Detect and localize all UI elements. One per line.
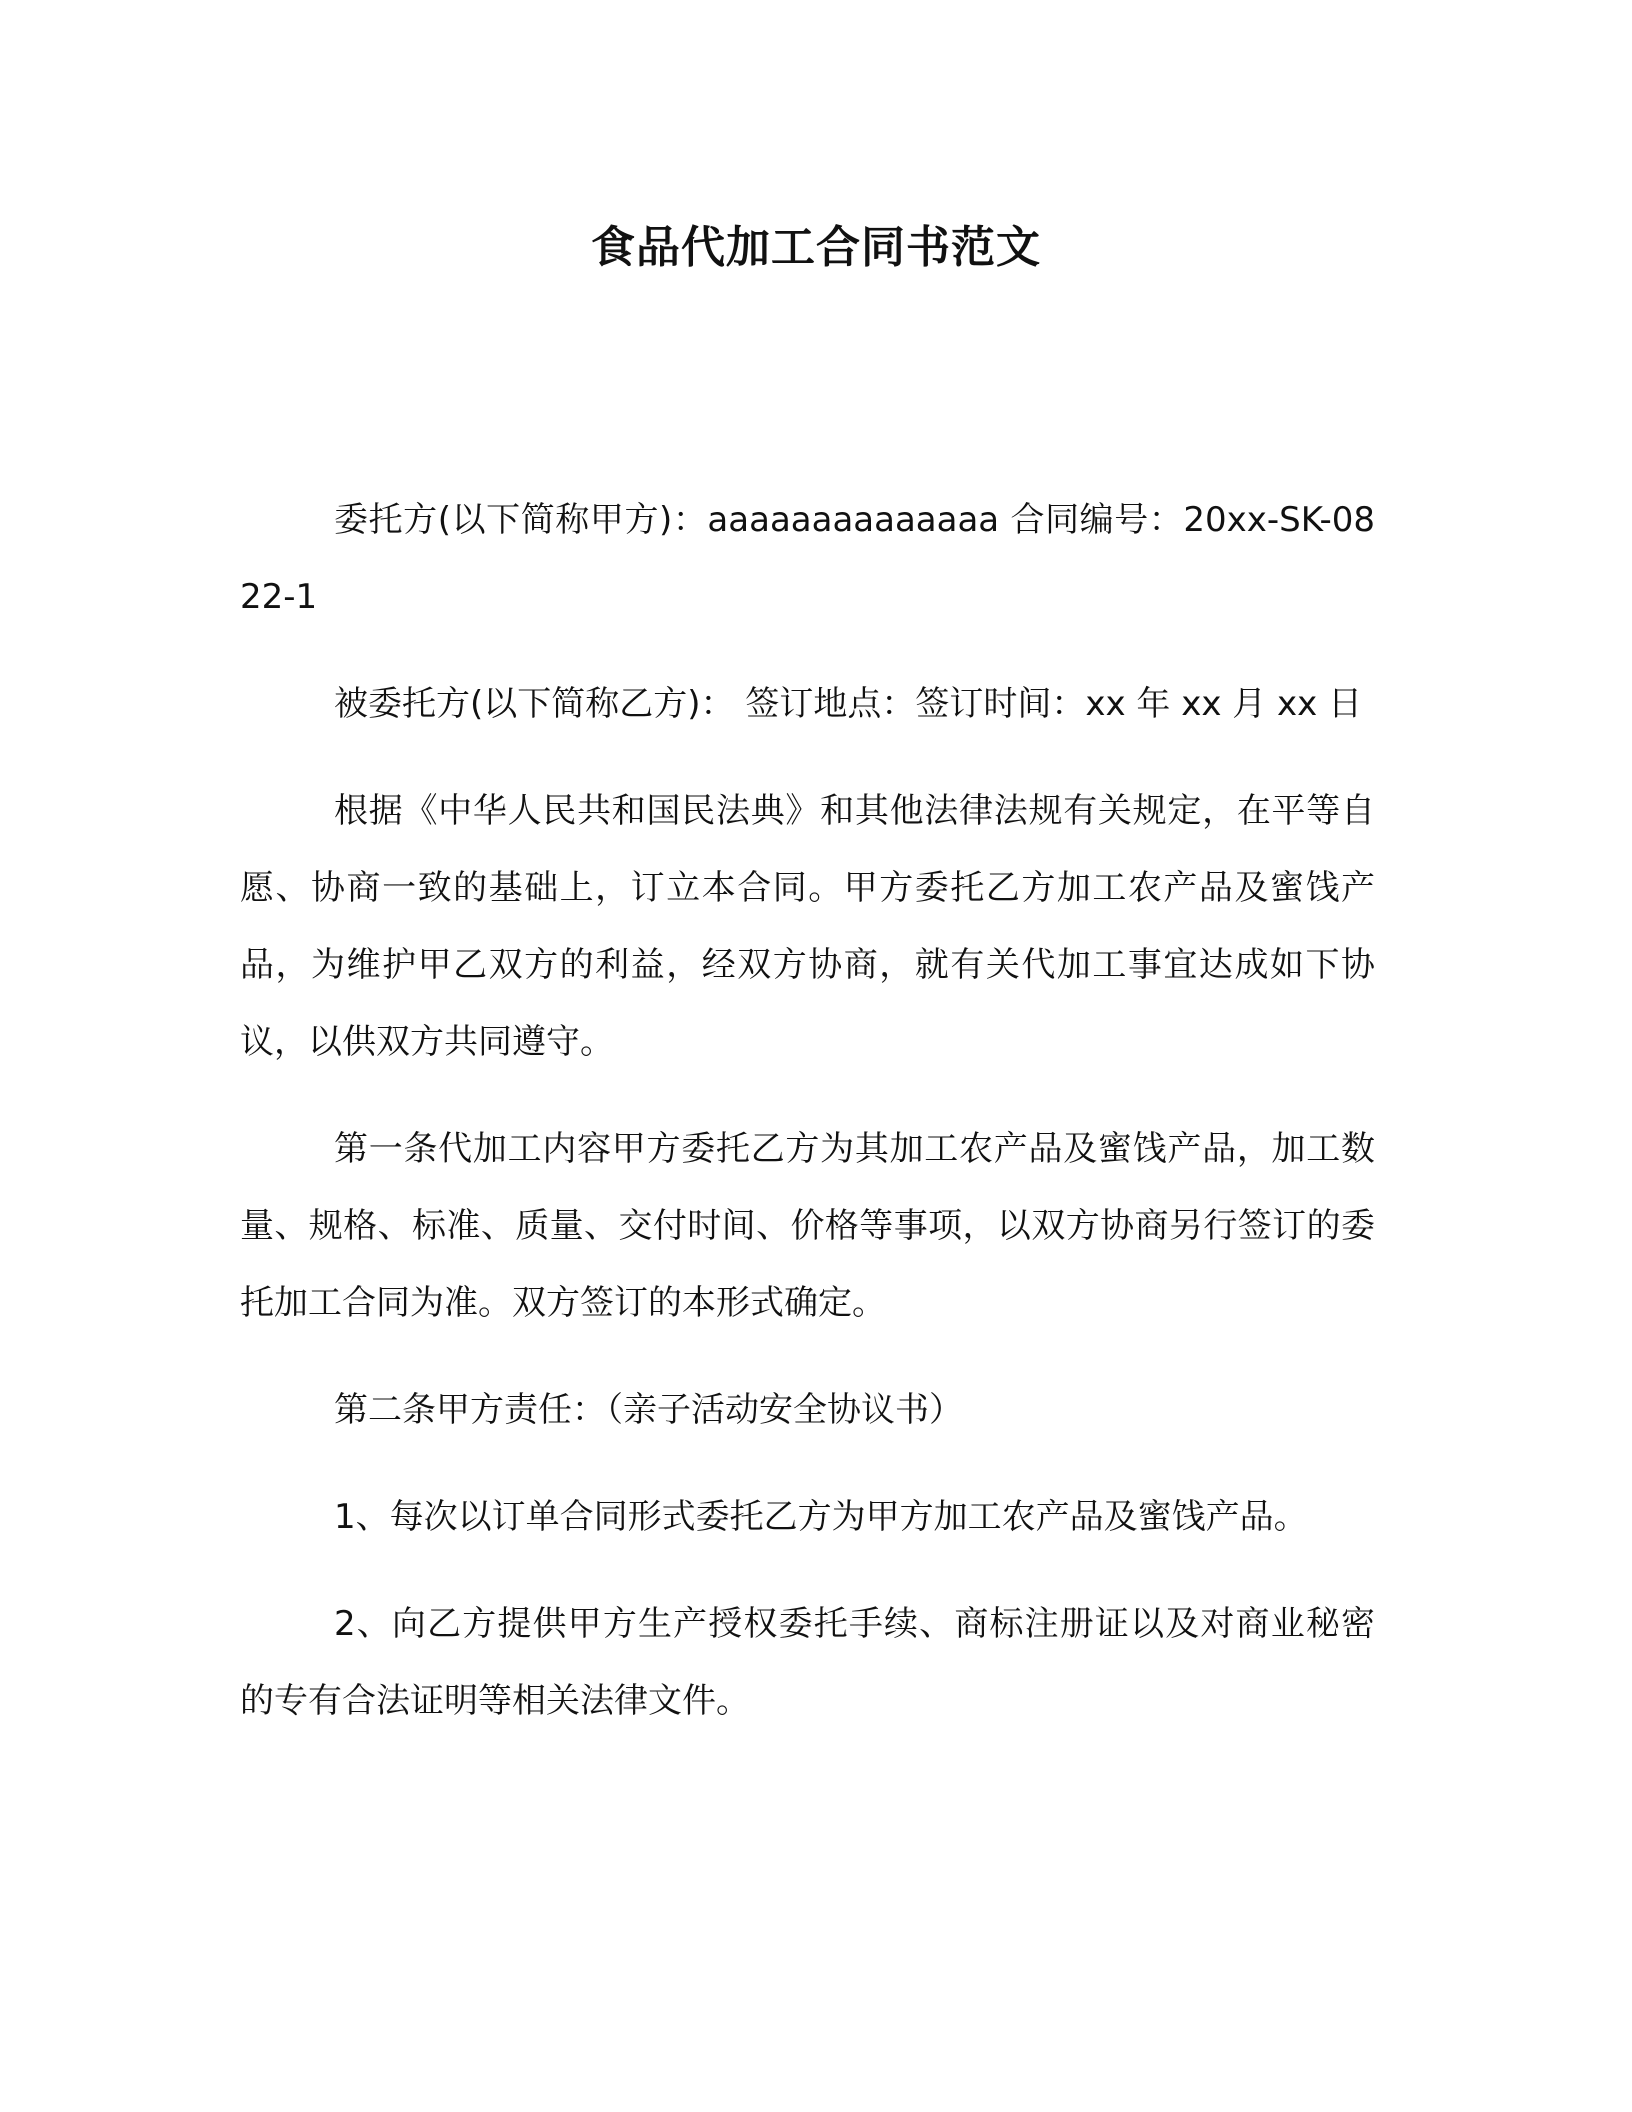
paragraph-article-2-item-2: 2、向乙方提供甲方生产授权委托手续、商标注册证以及对商业秘密的专有合法证明等相关法律文件。 xyxy=(240,1604,1375,1721)
paragraph-article-1: 第一条代加工内容甲方委托乙方为其加工农产品及蜜饯产品，加工数量、规格、标准、质量、交付时间、价格等事项，以双方协商另行签订的委托加工合同为准。双方签订的本形式确定。 xyxy=(240,1129,1375,1323)
document-body xyxy=(240,482,1375,1770)
paragraph-parties-b: 被委托方(以下简称乙方)： 签订地点：签订时间：xx 年 xx 月 xx 日 xyxy=(334,684,1363,724)
paragraph-parties-a: 委托方(以下简称甲方)：aaaaaaaaaaaaaa 合同编号：20xx-SK-0822-1 xyxy=(240,500,1375,617)
document-title: 食品代加工合同书范文 xyxy=(591,222,1041,273)
paragraph-article-2-item-1: 1、每次以订单合同形式委托乙方为甲方加工农产品及蜜饯产品。 xyxy=(334,1497,1308,1537)
paragraph-article-2-heading: 第二条甲方责任：（亲子活动安全协议书） xyxy=(334,1390,963,1430)
paragraph-preamble: 根据《中华人民共和国民法典》和其他法律法规有关规定，在平等自愿、协商一致的基础上，订立本合同。甲方委托乙方加工农产品及蜜饯产品，为维护甲乙双方的利益，经双方协商，就有关代加工事宜达成如下协议，以供双方共同遵守。 xyxy=(240,791,1375,1062)
